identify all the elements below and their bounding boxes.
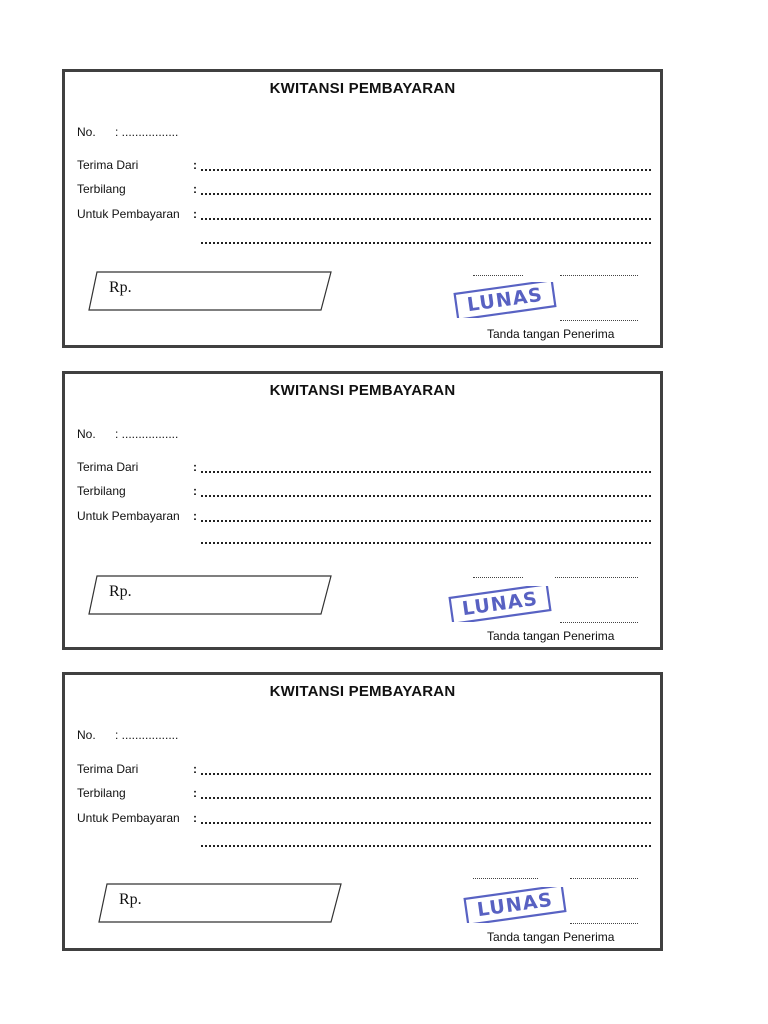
amount-in-words-line xyxy=(201,495,651,497)
receipt-title: KWITANSI PEMBAYARAN xyxy=(269,382,456,399)
signature-dots-2 xyxy=(555,577,638,578)
colon: : xyxy=(193,460,197,474)
signature-dots-1 xyxy=(473,275,523,276)
stamp-text: LUNAS xyxy=(460,587,540,621)
no-label: No. xyxy=(77,125,96,139)
for-payment-line-2 xyxy=(201,242,651,244)
signature-dots-1 xyxy=(473,878,538,879)
signature-dots-2 xyxy=(560,275,638,276)
no-label: No. xyxy=(77,728,96,742)
colon: : xyxy=(193,762,197,776)
amount-box xyxy=(87,270,317,310)
amount-in-words-line xyxy=(201,193,651,195)
colon: : xyxy=(193,484,197,498)
for-payment-line-2 xyxy=(201,845,651,847)
colon: : xyxy=(193,786,197,800)
receipt-2 xyxy=(62,371,663,650)
amount-label: Rp. xyxy=(109,583,132,600)
amount-in-words-label: Terbilang xyxy=(77,786,126,800)
received-from-line xyxy=(201,773,651,775)
signature-dots-2 xyxy=(570,878,638,879)
colon: : xyxy=(193,207,197,221)
amount-in-words-label: Terbilang xyxy=(77,484,126,498)
received-from-label: Terima Dari xyxy=(77,762,139,776)
receipt-title: KWITANSI PEMBAYARAN xyxy=(269,80,456,97)
for-payment-label: Untuk Pembayaran xyxy=(77,207,180,221)
for-payment-line xyxy=(201,822,651,824)
amount-label: Rp. xyxy=(109,279,132,296)
received-from-label: Terima Dari xyxy=(77,460,139,474)
signature-line xyxy=(560,320,638,321)
for-payment-label: Untuk Pembayaran xyxy=(77,509,180,523)
colon: : xyxy=(193,182,197,196)
amount-box xyxy=(97,882,327,922)
signature-label: Tanda tangan Penerima xyxy=(487,629,615,643)
signature-line xyxy=(560,622,638,623)
paid-stamp xyxy=(462,887,568,923)
received-from-label: Terima Dari xyxy=(77,158,139,172)
receipt-1 xyxy=(62,69,663,348)
stamp-text: LUNAS xyxy=(465,283,545,317)
paid-stamp xyxy=(452,282,558,318)
received-from-line xyxy=(201,169,651,171)
amount-in-words-line xyxy=(201,797,651,799)
no-value: : ................. xyxy=(115,728,179,742)
colon: : xyxy=(193,158,197,172)
receipt-title: KWITANSI PEMBAYARAN xyxy=(269,683,456,700)
for-payment-line-2 xyxy=(201,542,651,544)
amount-in-words-label: Terbilang xyxy=(77,182,126,196)
signature-dots-1 xyxy=(473,577,523,578)
no-value: : ................. xyxy=(115,125,179,139)
colon: : xyxy=(193,811,197,825)
amount-label: Rp. xyxy=(119,891,142,908)
no-value: : ................. xyxy=(115,427,179,441)
for-payment-line xyxy=(201,218,651,220)
stamp-text: LUNAS xyxy=(475,888,555,922)
signature-label: Tanda tangan Penerima xyxy=(487,327,615,341)
signature-label: Tanda tangan Penerima xyxy=(487,930,615,944)
colon: : xyxy=(193,509,197,523)
signature-line xyxy=(570,923,638,924)
for-payment-line xyxy=(201,520,651,522)
receipt-3 xyxy=(62,672,663,951)
amount-box xyxy=(87,574,317,614)
paid-stamp xyxy=(447,586,553,622)
no-label: No. xyxy=(77,427,96,441)
for-payment-label: Untuk Pembayaran xyxy=(77,811,180,825)
received-from-line xyxy=(201,471,651,473)
